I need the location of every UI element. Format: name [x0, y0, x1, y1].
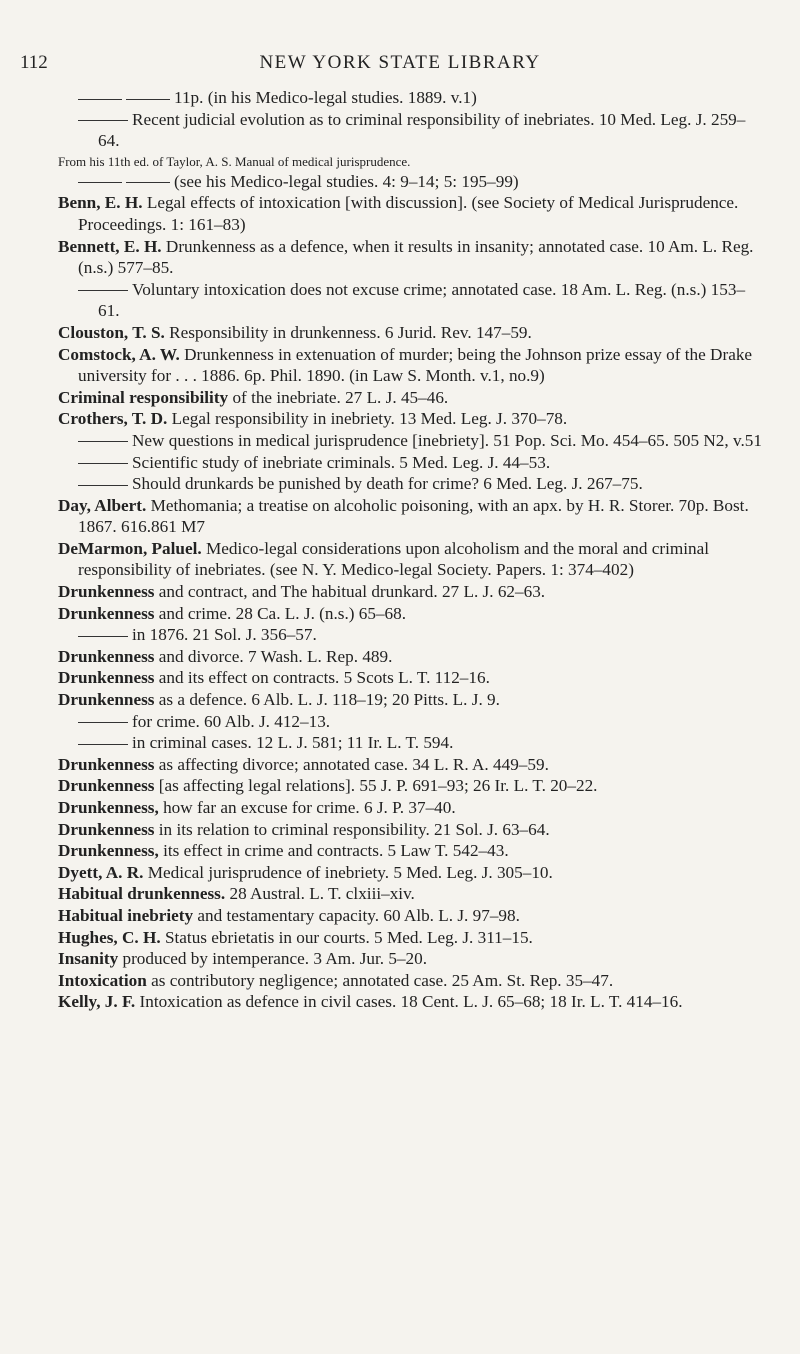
entry-text: as affecting divorce; annotated case. 34 L. R. A. 449–59.	[154, 754, 549, 774]
ditto-dash	[78, 485, 128, 486]
entry	[58, 819, 763, 841]
entry-text: Responsibility in drunkenness. 6 Jurid. Rev. 147–59.	[164, 322, 532, 342]
entry-continuation	[58, 87, 763, 109]
entry-heading: Criminal responsibility	[58, 387, 229, 407]
entry-text: Intoxication as defence in civil cases. 18 Cent. L. J. 65–68; 18 Ir. L. T. 414–16.	[135, 992, 683, 1012]
ditto-dash	[126, 182, 170, 183]
entry-text: Medical jurisprudence of inebriety. 5 Med. Leg. J. 305–10.	[143, 862, 553, 882]
entry-text: 11p. (in his Medico-legal studies. 1889. v.1)	[174, 88, 477, 107]
entry-continuation	[58, 279, 763, 322]
entry	[58, 797, 763, 819]
entry-heading: Intoxication	[58, 970, 147, 990]
entry-heading: Bennett, E. H.	[58, 236, 162, 256]
entry-heading: Drunkenness	[58, 819, 155, 839]
entry-text: of the inebriate. 27 L. J. 45–46.	[228, 387, 449, 407]
entry-heading: DeMarmon, Paluel.	[58, 538, 202, 558]
entry-heading: Drunkenness	[58, 690, 155, 710]
entry-text: produced by intemperance. 3 Am. Jur. 5–20.	[118, 949, 428, 969]
entry-continuation	[58, 624, 763, 646]
entry-text: Methomania; a treatise on alcoholic poisoning, with an apx. by H. R. Storer. 70p. Bost. 1867. 616.861 M7	[78, 495, 749, 537]
entry	[58, 344, 763, 387]
entry	[58, 991, 763, 1013]
entry-heading: Clouston, T. S.	[58, 322, 165, 342]
entry-heading: Habitual inebriety	[58, 905, 194, 925]
entry-text: Scientific study of inebriate criminals. 5 Med. Leg. J. 44–53.	[132, 452, 551, 472]
page-number: 112	[20, 52, 48, 73]
entry	[58, 689, 763, 711]
entry	[58, 538, 763, 581]
ditto-dash	[78, 120, 128, 121]
entry-continuation	[58, 171, 763, 193]
entry	[58, 862, 763, 884]
entry	[58, 236, 763, 279]
bibliography-entries	[58, 87, 763, 1013]
entry-continuation	[58, 452, 763, 474]
ditto-dash	[78, 744, 128, 745]
entry-text: [as affecting legal relations]. 55 J. P. 691–93; 26 Ir. L. T. 20–22.	[154, 776, 598, 796]
running-head	[0, 52, 800, 82]
entry-heading: Benn, E. H.	[58, 193, 143, 213]
entry-text: and contract, and The habitual drunkard. 27 L. J. 62–63.	[154, 582, 546, 602]
entry-text: From his 11th ed. of Taylor, A. S. Manual of medical jurisprudence.	[58, 153, 411, 169]
entry	[58, 948, 763, 970]
entry-heading: Drunkenness	[58, 603, 155, 623]
entry-text: as a defence. 6 Alb. L. J. 118–19; 20 Pitts. L. J. 9.	[154, 690, 500, 710]
entry-text: as contributory negligence; annotated case. 25 Am. St. Rep. 35–47.	[146, 970, 614, 990]
entry-text: Legal effects of intoxication [with discussion]. (see Society of Medical Jurisprudence. Proceedings. 1: 161–83)	[78, 193, 739, 234]
entry	[58, 581, 763, 603]
entry-continuation	[58, 732, 763, 754]
entry-text: Voluntary intoxication does not excuse crime; annotated case. 18 Am. L. Reg. (n.s.) 153–61.	[98, 279, 746, 321]
ditto-dash	[78, 722, 128, 723]
entry	[58, 775, 763, 797]
entry	[58, 667, 763, 689]
ditto-dash	[126, 99, 170, 100]
entry	[58, 927, 763, 949]
entry	[58, 905, 763, 927]
entry	[58, 408, 763, 430]
entry-continuation	[58, 430, 763, 452]
entry-text: in 1876. 21 Sol. J. 356–57.	[132, 625, 317, 645]
header-title: NEW YORK STATE LIBRARY	[259, 52, 541, 73]
entry-heading: Drunkenness	[58, 582, 155, 602]
entry-heading: Drunkenness,	[58, 841, 159, 861]
entry-heading: Drunkenness	[58, 776, 155, 796]
ditto-dash	[78, 441, 128, 442]
entry	[58, 322, 763, 344]
entry-heading: Drunkenness	[58, 646, 155, 666]
entry	[58, 192, 763, 235]
entry-continuation	[58, 473, 763, 495]
entry-heading: Drunkenness,	[58, 798, 159, 817]
entry-heading: Day, Albert.	[58, 495, 147, 515]
ditto-dash	[78, 463, 128, 464]
entry	[58, 754, 763, 776]
entry-heading: Drunkenness	[58, 754, 155, 774]
entry	[58, 840, 763, 862]
entry-text: its effect in crime and contracts. 5 Law T. 542–43.	[158, 841, 509, 861]
entry-text: and its effect on contracts. 5 Scots L. T. 112–16.	[154, 668, 490, 688]
entry-text: (see his Medico-legal studies. 4: 9–14; 5: 195–99)	[174, 171, 519, 191]
entry	[58, 603, 763, 625]
entry-heading: Dyett, A. R.	[58, 862, 144, 882]
entry-text: Drunkenness as a defence, when it results in insanity; annotated case. 10 Am. L. Reg. (n.s.) 577–85.	[78, 236, 754, 278]
entry	[58, 387, 763, 409]
entry	[58, 970, 763, 992]
entry-heading: Comstock, A. W.	[58, 344, 180, 364]
entry-text: Should drunkards be punished by death for crime? 6 Med. Leg. J. 267–75.	[132, 474, 643, 494]
entry-text: Recent judicial evolution as to criminal responsibility of inebriates. 10 Med. Leg. J. 259–64.	[98, 109, 746, 151]
entry-text: 28 Austral. L. T. clxiii–xiv.	[225, 884, 415, 904]
entry-text: in its relation to criminal responsibility. 21 Sol. J. 63–64.	[154, 819, 550, 839]
entry-text: Medico-legal considerations upon alcoholism and the moral and criminal responsibility of inebriates. (see N. Y. Medico-legal Society. Papers. 1: 374–402)	[78, 538, 710, 580]
entry-heading: Habitual drunkenness.	[58, 884, 226, 904]
entry-continuation	[58, 109, 763, 152]
entry-text: Status ebrietatis in our courts. 5 Med. Leg. J. 311–15.	[160, 927, 533, 947]
entry	[58, 495, 763, 538]
entry-text: and testamentary capacity. 60 Alb. L. J. 97–98.	[193, 905, 520, 925]
entry-text: how far an excuse for crime. 6 J. P. 37–40.	[158, 798, 456, 817]
entry	[58, 883, 763, 905]
entry-heading: Insanity	[58, 949, 119, 969]
entry-note	[58, 152, 763, 171]
entry-text: New questions in medical jurisprudence [inebriety]. 51 Pop. Sci. Mo. 454–65. 505 N2, v.51	[132, 430, 762, 450]
entry-heading: Kelly, J. F.	[58, 992, 136, 1012]
entry-continuation	[58, 711, 763, 733]
entry-text: and crime. 28 Ca. L. J. (n.s.) 65–68.	[154, 603, 407, 623]
entry-heading: Hughes, C. H.	[58, 927, 161, 947]
entry-text: and divorce. 7 Wash. L. Rep. 489.	[154, 646, 393, 666]
entry-text: for crime. 60 Alb. J. 412–13.	[132, 711, 331, 731]
ditto-dash	[78, 290, 128, 291]
entry-heading: Crothers, T. D.	[58, 409, 168, 429]
entry	[58, 646, 763, 668]
ditto-dash	[78, 636, 128, 637]
entry-text: Legal responsibility in inebriety. 13 Med. Leg. J. 370–78.	[167, 409, 568, 429]
ditto-dash	[78, 99, 122, 100]
entry-text: in criminal cases. 12 L. J. 581; 11 Ir. L. T. 594.	[132, 733, 454, 753]
entry-heading: Drunkenness	[58, 668, 155, 688]
entry-text: Drunkenness in extenuation of murder; being the Johnson prize essay of the Drake university for . . . 1886. 6p. Phil. 1890. (in Law S. Month. v.1, no.9)	[78, 344, 753, 386]
ditto-dash	[78, 182, 122, 183]
